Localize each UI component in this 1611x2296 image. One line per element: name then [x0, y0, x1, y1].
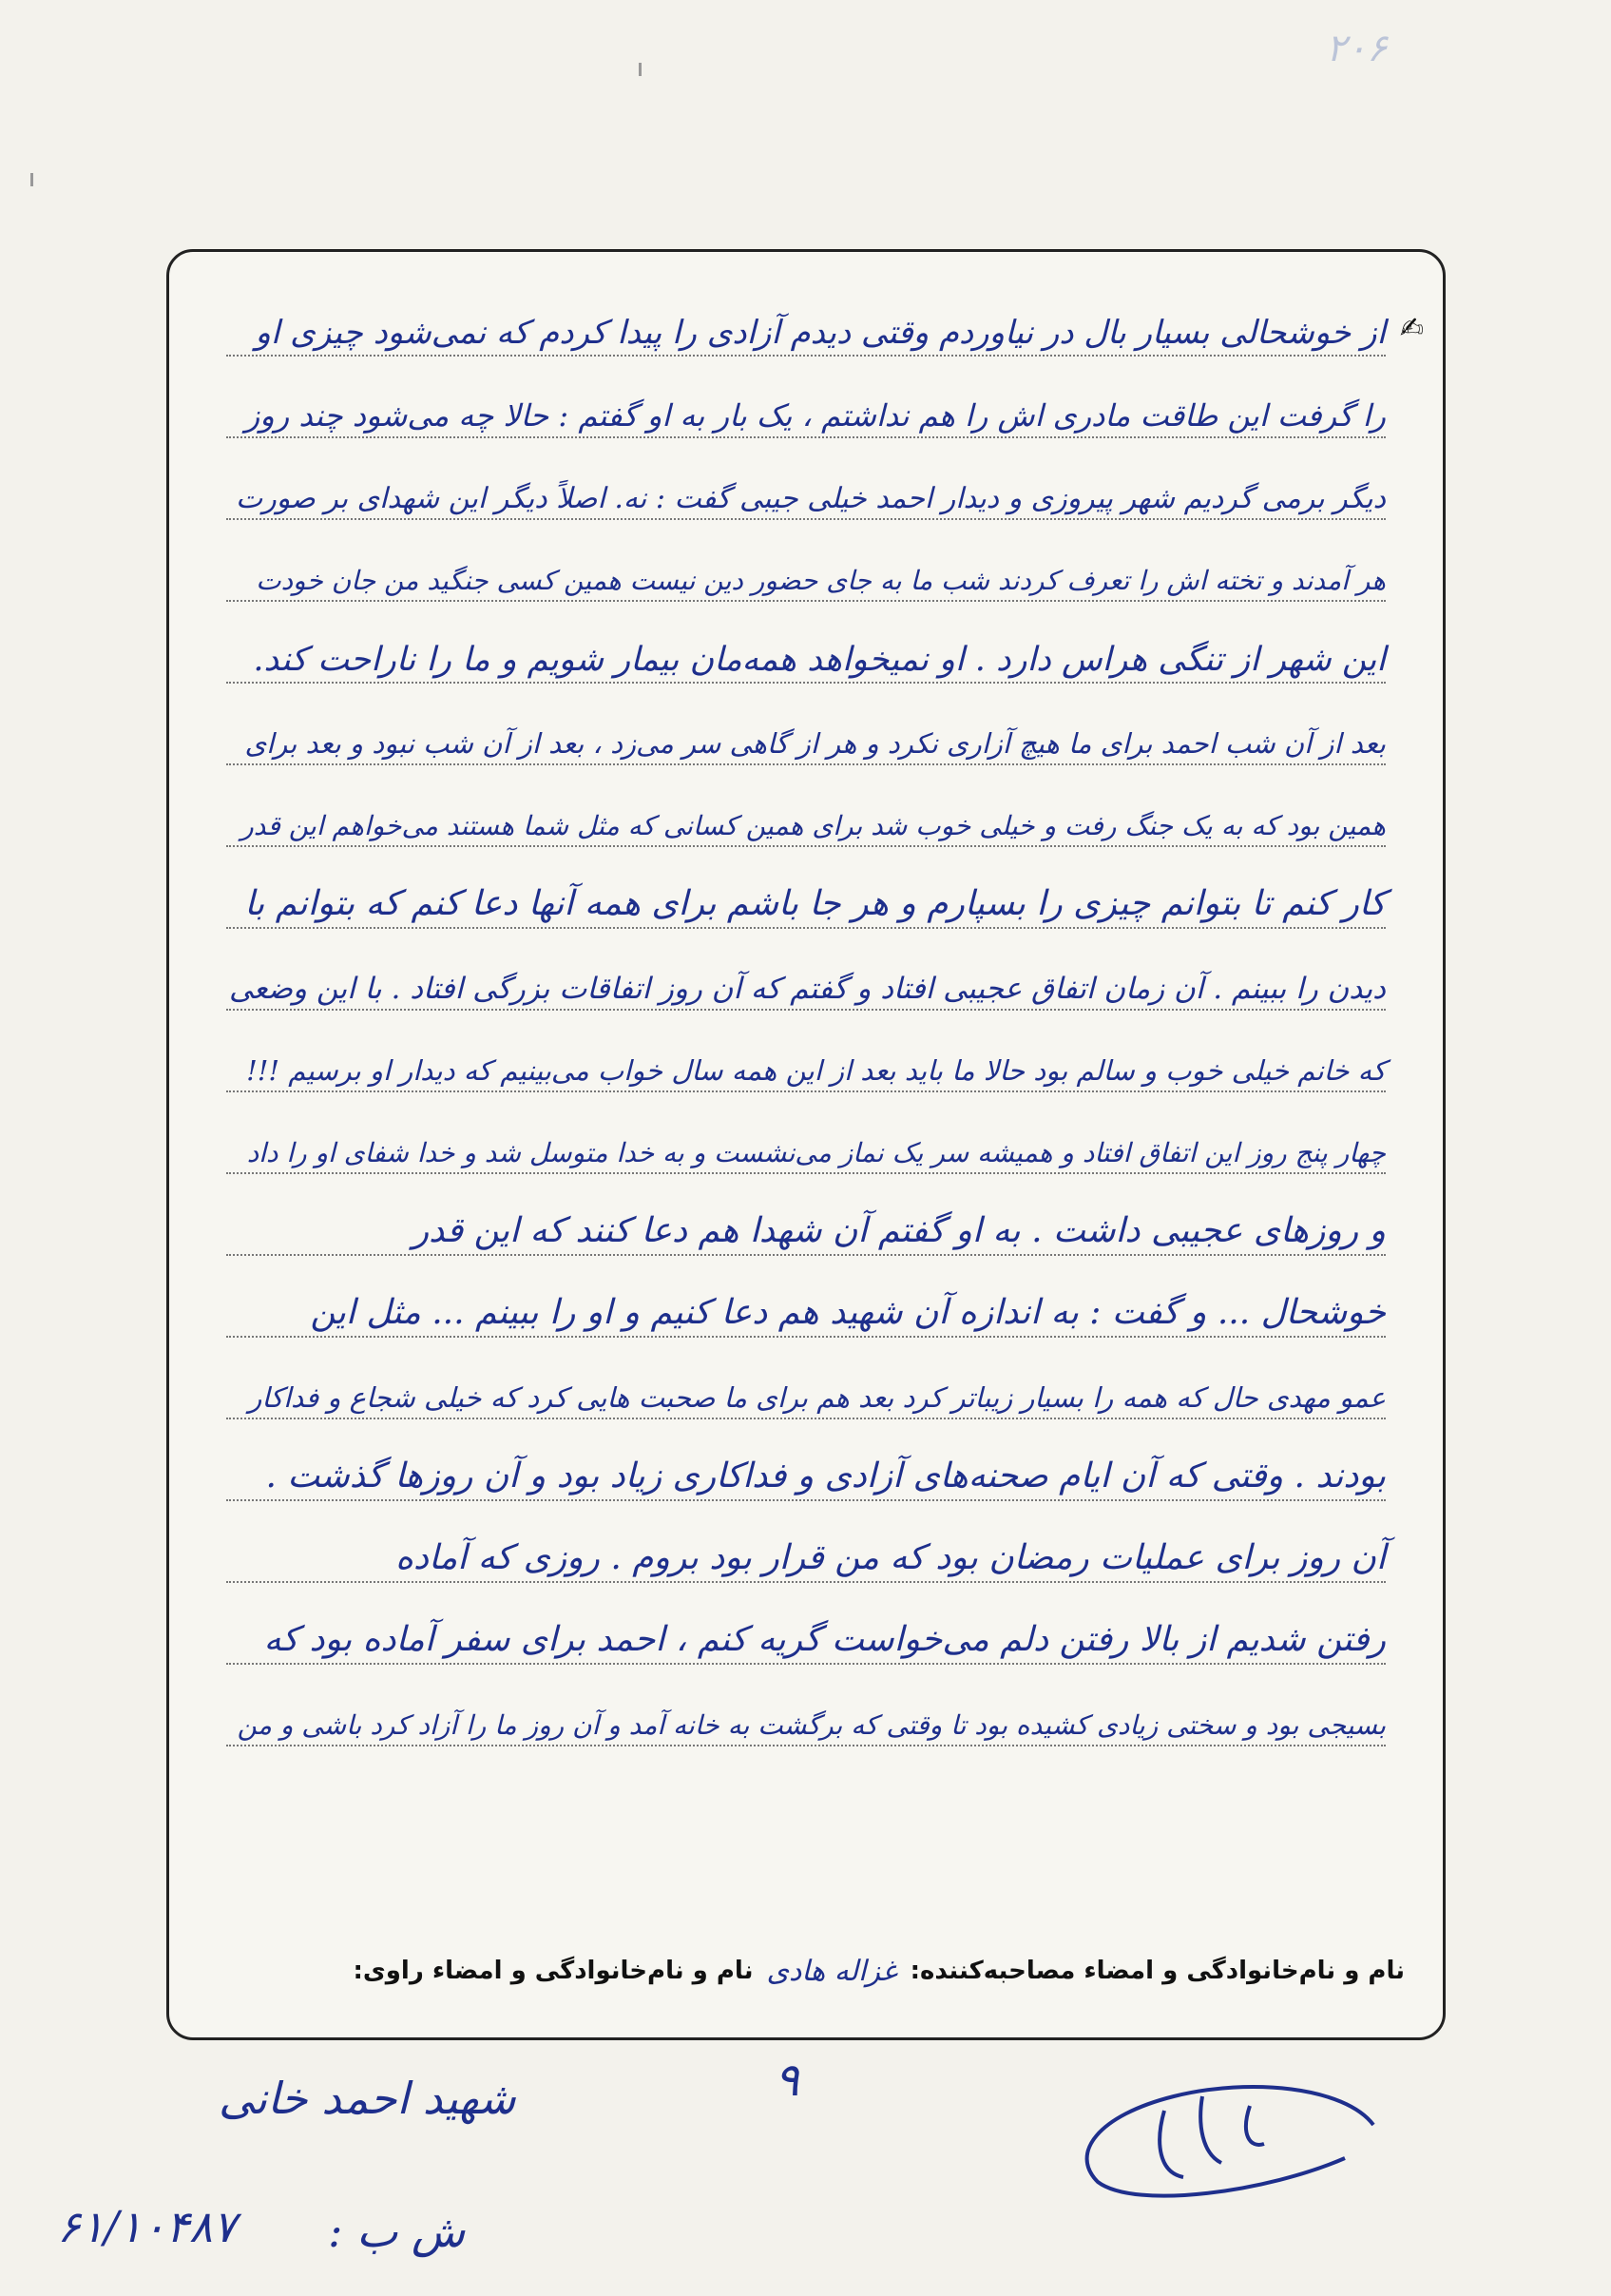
handwritten-line [226, 1598, 1386, 1665]
page-number: ۹ [775, 2054, 799, 2107]
handwritten-line [226, 290, 1424, 357]
handwritten-line [226, 453, 1386, 520]
handwritten-text: خوشحال ... و گفت : به اندازه آن شهید هم دعا کنیم و او را ببینم ... مثل این [310, 1293, 1386, 1333]
handwritten-line [226, 699, 1386, 765]
punch-mark [639, 63, 642, 76]
handwritten-line [226, 372, 1386, 438]
interview-form [166, 249, 1446, 2040]
handwritten-line [226, 944, 1386, 1011]
handwritten-line [226, 1516, 1386, 1583]
handwritten-text: بعد از آن شب احمد برای ما هیچ آزاری نکرد و هر از گاهی سر می‌زد ، بعد از آن شب نبود و بعد برای [244, 727, 1386, 761]
handwritten-text: که خانم خیلی خوب و سالم بود حالا ما باید بعد از این همه سال خواب می‌بینیم که دیدار او برسیم !!! [246, 1054, 1386, 1088]
pen-icon: ✍ [1399, 312, 1424, 345]
handwritten-text: چهار پنج روز این اتفاق افتاد و همیشه سر یک نماز می‌نشست و به خدا متوسل شد و خدا شفای او را داد [246, 1137, 1386, 1169]
punch-mark [30, 173, 33, 186]
handwritten-text: دیگر برمی گردیم شهر پیروزی و دیدار احمد خیلی جیبی گفت : نه. اصلاً دیگر این شهدای بر صورت [235, 482, 1386, 515]
handwritten-text: رفتن شدیم از بالا رفتن دلم می‌خواست گریه کنم ، احمد برای سفر آماده بود که [263, 1620, 1386, 1660]
handwritten-line [226, 1026, 1386, 1092]
handwritten-line [226, 781, 1386, 847]
handwritten-lines [226, 290, 1424, 1933]
handwritten-text: هر آمدند و تخته اش را تعرف کردند شب ما به جای حضور دین نیست همین کسی جنگید من جان خودت [256, 565, 1386, 597]
signature-footer [207, 1947, 1405, 1995]
handwritten-line [226, 535, 1386, 602]
interviewer-name: غزاله هادی [766, 1954, 897, 1988]
martyr-name: شهید احمد خانی [219, 2073, 516, 2124]
handwritten-text: دیدن را ببینم . آن زمان اتفاق عجیبی افتاد و گفتم که آن روز اتفاقات بزرگی افتاد . با این وضعی [228, 971, 1386, 1006]
handwritten-text: را گرفت این طاقت مادری اش را هم نداشتم ، یک بار به او گفتم : حالا چه می‌شود چند روز [244, 396, 1386, 434]
handwritten-text: آن روز برای عملیات رمضان بود که من قرار بود بروم . روزی که آماده [395, 1538, 1386, 1578]
handwritten-line [226, 1680, 1386, 1746]
handwritten-text: بسیجی بود و سختی زیادی کشیده بود تا وقتی که برگشت به خانه آمد و آن روز ما را آزاد کرد باشی و من [237, 1709, 1386, 1742]
handwritten-line [226, 1435, 1386, 1501]
file-label: ش ب : [328, 2206, 466, 2257]
handwritten-line [226, 862, 1386, 929]
handwritten-text: از خوشحالی بسیار بال در نیاوردم وقتی دیدم آزادی را پیدا کردم که نمی‌شود چیزی او [255, 313, 1386, 352]
handwritten-text: و روزهای عجیبی داشت . به او گفتم آن شهدا هم دعا کنند که این قدر [412, 1211, 1386, 1251]
handwritten-text: عمو مهدی حال که همه را بسیار زیباتر کرد بعد هم برای ما صحبت هایی کرد که خیلی شجاع و فداکار [248, 1381, 1386, 1415]
handwritten-text: همین بود که به یک جنگ رفت و خیلی خوب شد برای همین کسانی که مثل شما هستند می‌خواهم این قدر [240, 810, 1386, 842]
handwritten-line [226, 1108, 1386, 1174]
signature-icon [1060, 2068, 1383, 2201]
handwritten-line [226, 617, 1386, 684]
handwritten-line [226, 1271, 1386, 1338]
corner-mark: ۲۰۶ [1326, 27, 1388, 70]
file-code: ۶۱/۱۰۴۸۷ [57, 2201, 237, 2252]
handwritten-text: کار کنم تا بتوانم چیزی را بسپارم و هر جا باشم برای همه آنها دعا کنم که بتوانم با [244, 884, 1386, 924]
handwritten-line [226, 1189, 1386, 1256]
handwritten-line [226, 1353, 1386, 1419]
interviewer-label: نام و نام‌خانوادگی و امضاء مصاحبه‌کننده: [910, 1957, 1405, 1985]
handwritten-text: این شهر از تنگی هراس دارد . او نمیخواهد همه‌مان بیمار شویم و ما را ناراحت کند. [253, 640, 1386, 679]
handwritten-text: بودند . وقتی که آن ایام صحنه‌های آزادی و فداکاری زیاد بود و آن روزها گذشت . [265, 1457, 1386, 1496]
narrator-label: نام و نام‌خانوادگی و امضاء راوی: [353, 1957, 754, 1985]
